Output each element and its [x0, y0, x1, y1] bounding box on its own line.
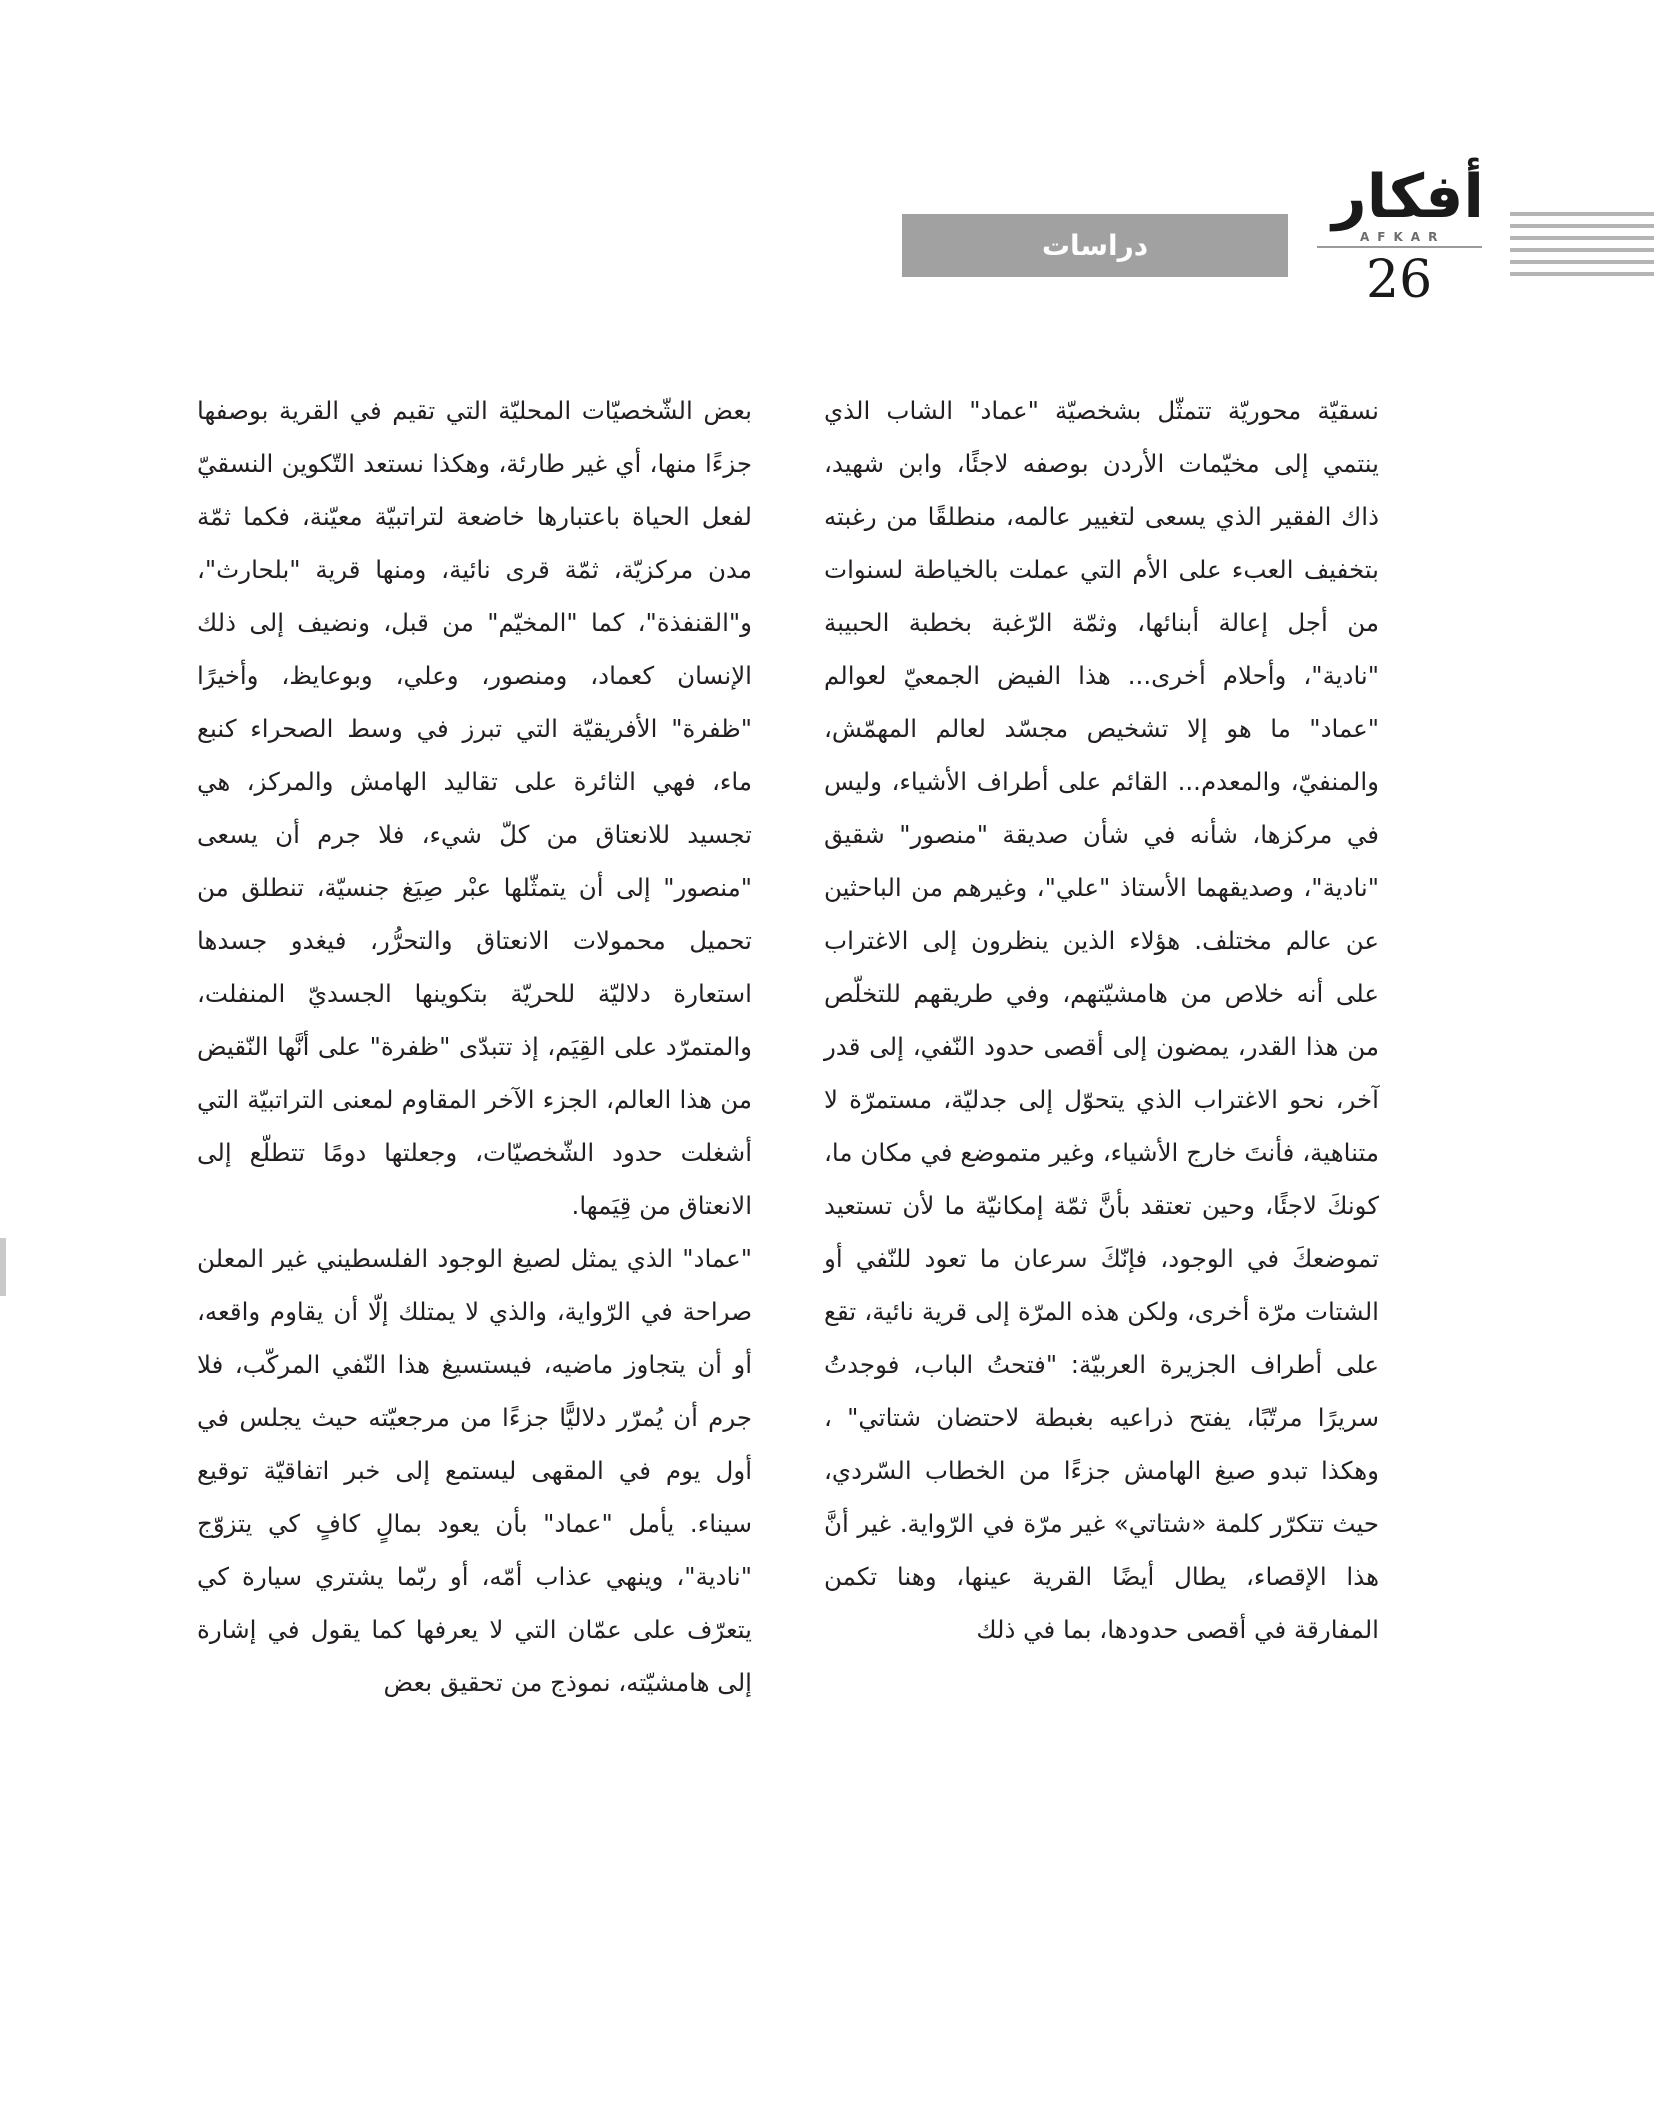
text-column-left — [197, 384, 752, 1709]
paragraph: نسقيّة محوريّة تتمثّل بشخصيّة "عماد" الشاب الذي ينتمي إلى مخيّمات الأردن بوصفه لاجئًا، وابن شهيد، ذاك الفقير الذي يسعى لتغيير عالمه، منطلقًا من رغبته بتخفيف العبء على الأم التي عملت بالخياطة لسنوات من أجل إعالة أبنائها، وثمّة الرّغبة بخطبة الحبيبة "نادية"، وأحلام أخرى... هذا الفيض الجمعيّ لعوالم "عماد" ما هو إلا تشخيص مجسّد لعالم المهمّش، والمنفيّ، والمعدم... القائم على أطراف الأشياء، وليس في مركزها، شأنه في شأن صديقة "منصور" شقيق "نادية"، وصديقهما الأستاذ "علي"، وغيرهم من الباحثين عن عالم مختلف. هؤلاء الذين ينظرون إلى الاغتراب على أنه خلاص من هامشيّتهم، وفي طريقهم للتخلّص من هذا القدر، يمضون إلى أقصى حدود النّفي، إلى قدر آخر، نحو الاغتراب الذي يتحوّل إلى جدليّة، مستمرّة لا متناهية، فأنتَ خارج الأشياء، وغير متموضع في مكان ما، كونكَ لاجئًا، وحين تعتقد بأنَّ ثمّة إمكانيّة ما لأن تستعيد تموضعكَ في الوجود، فإنّكَ سرعان ما تعود للنّفي أو الشتات مرّة أخرى، ولكن هذه المرّة إلى قرية نائية، تقع على أطراف الجزيرة العربيّة: "فتحتُ الباب، فوجدتُ سريرًا مرتّبًا، يفتح ذراعيه بغبطة لاحتضان شتاتي" ، وهكذا تبدو صيغ الهامش جزءًا من الخطاب السّردي، حيث تتكرّر كلمة «شتاتي» غير مرّة في الرّواية. غير أنَّ هذا الإقصاء، يطال أيضًا القرية عينها، وهنا تكمن المفارقة في أقصى حدودها، بما في ذلك — [824, 396, 1379, 1644]
text-column-right — [824, 384, 1379, 1656]
stripe-line — [1510, 260, 1654, 264]
section-banner — [902, 214, 1288, 277]
page-edge-mark — [0, 1238, 6, 1296]
paragraph: بعض الشّخصيّات المحليّة التي تقيم في القرية بوصفها جزءًا منها، أي غير طارئة، وهكذا نستعد التّكوين النسقيّ لفعل الحياة باعتبارها خاضعة لتراتبيّة معيّنة، فكما ثمّة مدن مركزيّة، ثمّة قرى نائية، ومنها قرية "بلحارث"، و"القنفذة"، كما "المخيّم" من قبل، ونضيف إلى ذلك الإنسان كعماد، ومنصور، وعلي، وبوعايظ، وأخيرًا "ظفرة" الأفريقيّة التي تبرز في وسط الصحراء كنبع ماء، فهي الثائرة على تقاليد الهامش والمركز، هي تجسيد للانعتاق من كلّ شيء، فلا جرم أن يسعى "منصور" إلى أن يتمثّلها عبْر صِيَغ جنسيّة، تنطلق من تحميل محمولات الانعتاق والتحرُّر، فيغدو جسدها استعارة دلاليّة للحريّة بتكوينها الجسديّ المنفلت، والمتمرّد على القِيَم، إذ تتبدّى "ظفرة" على أنَّها النّقيض من هذا العالم، الجزء الآخر المقاوم لمعنى التراتبيّة التي أشغلت حدود الشّخصيّات، وجعلتها دومًا تتطلّع إلى الانعتاق من قِيَمها. — [197, 396, 752, 1220]
stripe-line — [1510, 212, 1654, 216]
logo-arabic-text: أفكار — [1332, 162, 1484, 232]
magazine-logo — [1314, 160, 1484, 250]
stripe-line — [1510, 248, 1654, 252]
decorative-stripes — [1510, 212, 1654, 276]
paragraph: "عماد" الذي يمثل لصيغ الوجود الفلسطيني غير المعلن صراحة في الرّواية، والذي لا يمتلك إلّا أن يقاوم واقعه، أو أن يتجاوز ماضيه، فيستسيغ هذا النّفي المركّب، فلا جرم أن يُمرّر دلاليًّا جزءًا من مرجعيّته حيث يجلس في أول يوم في المقهى ليستمع إلى خبر اتفاقيّة توقيع سيناء. يأمل "عماد" بأن يعود بمالٍ كافٍ كي يتزوّج "نادية"، وينهي عذاب أمّه، أو ربّما يشتري سيارة كي يتعرّف على عمّان التي لا يعرفها كما يقول في إشارة إلى هامشيّته، نموذج من تحقيق بعض — [197, 1244, 752, 1697]
stripe-line — [1510, 224, 1654, 228]
stripe-line — [1510, 272, 1654, 276]
section-label: دراسات — [1041, 229, 1149, 262]
logo-latin-text: AFKAR — [1360, 230, 1446, 244]
page-number: 26 — [1366, 250, 1433, 310]
stripe-line — [1510, 236, 1654, 240]
logo-underline — [1317, 246, 1482, 248]
